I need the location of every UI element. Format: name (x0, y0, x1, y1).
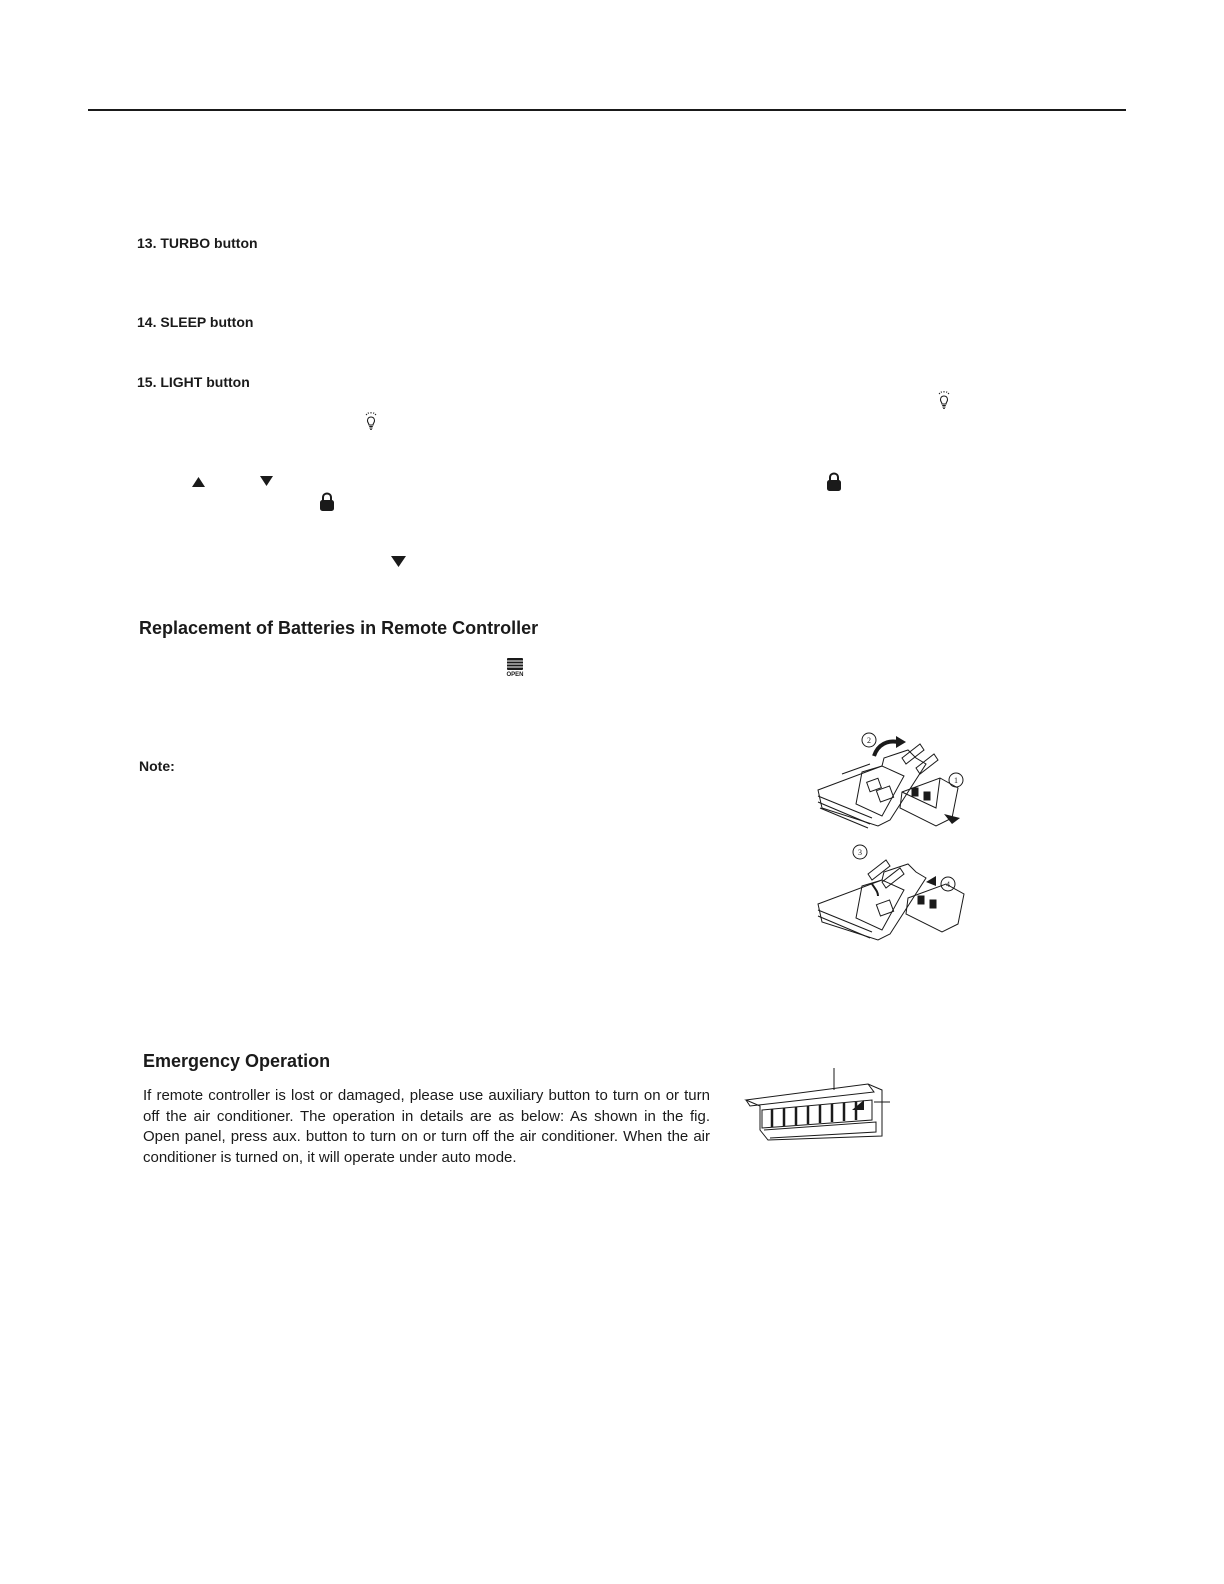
step-number: 2 (867, 736, 871, 745)
down-arrow-icon (260, 476, 273, 486)
light-bulb-icon (937, 390, 951, 412)
step-number: 4 (946, 880, 950, 889)
step-number: 1 (954, 776, 958, 785)
indoor-unit-illustration (744, 1066, 892, 1146)
header-divider (88, 109, 1126, 111)
open-lines-icon (504, 657, 526, 671)
open-cover-icon (504, 657, 526, 679)
turbo-button-heading: 13. TURBO button (137, 235, 258, 251)
light-button-heading: 15. LIGHT button (137, 374, 250, 390)
emergency-body-text: If remote controller is lost or damaged, please use auxiliary button to turn on or turn off the air conditioner. The operation in details are as below: As shown in the fig. Open panel, press aux. button to turn on or turn off the air conditioner. When the air conditioner is turned on, it will operate under auto mode. (143, 1087, 710, 1166)
emergency-section-title: Emergency Operation (143, 1051, 331, 1071)
up-arrow-icon (192, 477, 205, 487)
note-label: Note: (139, 758, 175, 774)
battery-replacement-illustration (812, 728, 972, 940)
lock-icon (826, 472, 842, 492)
down-arrow-icon (391, 556, 406, 567)
battery-section-title: Replacement of Batteries in Remote Controller (139, 618, 539, 638)
step-number: 3 (858, 848, 862, 857)
lock-icon (319, 492, 335, 512)
open-icon-label: OPEN (506, 672, 524, 678)
sleep-button-heading: 14. SLEEP button (137, 314, 254, 330)
light-bulb-icon (364, 411, 378, 433)
